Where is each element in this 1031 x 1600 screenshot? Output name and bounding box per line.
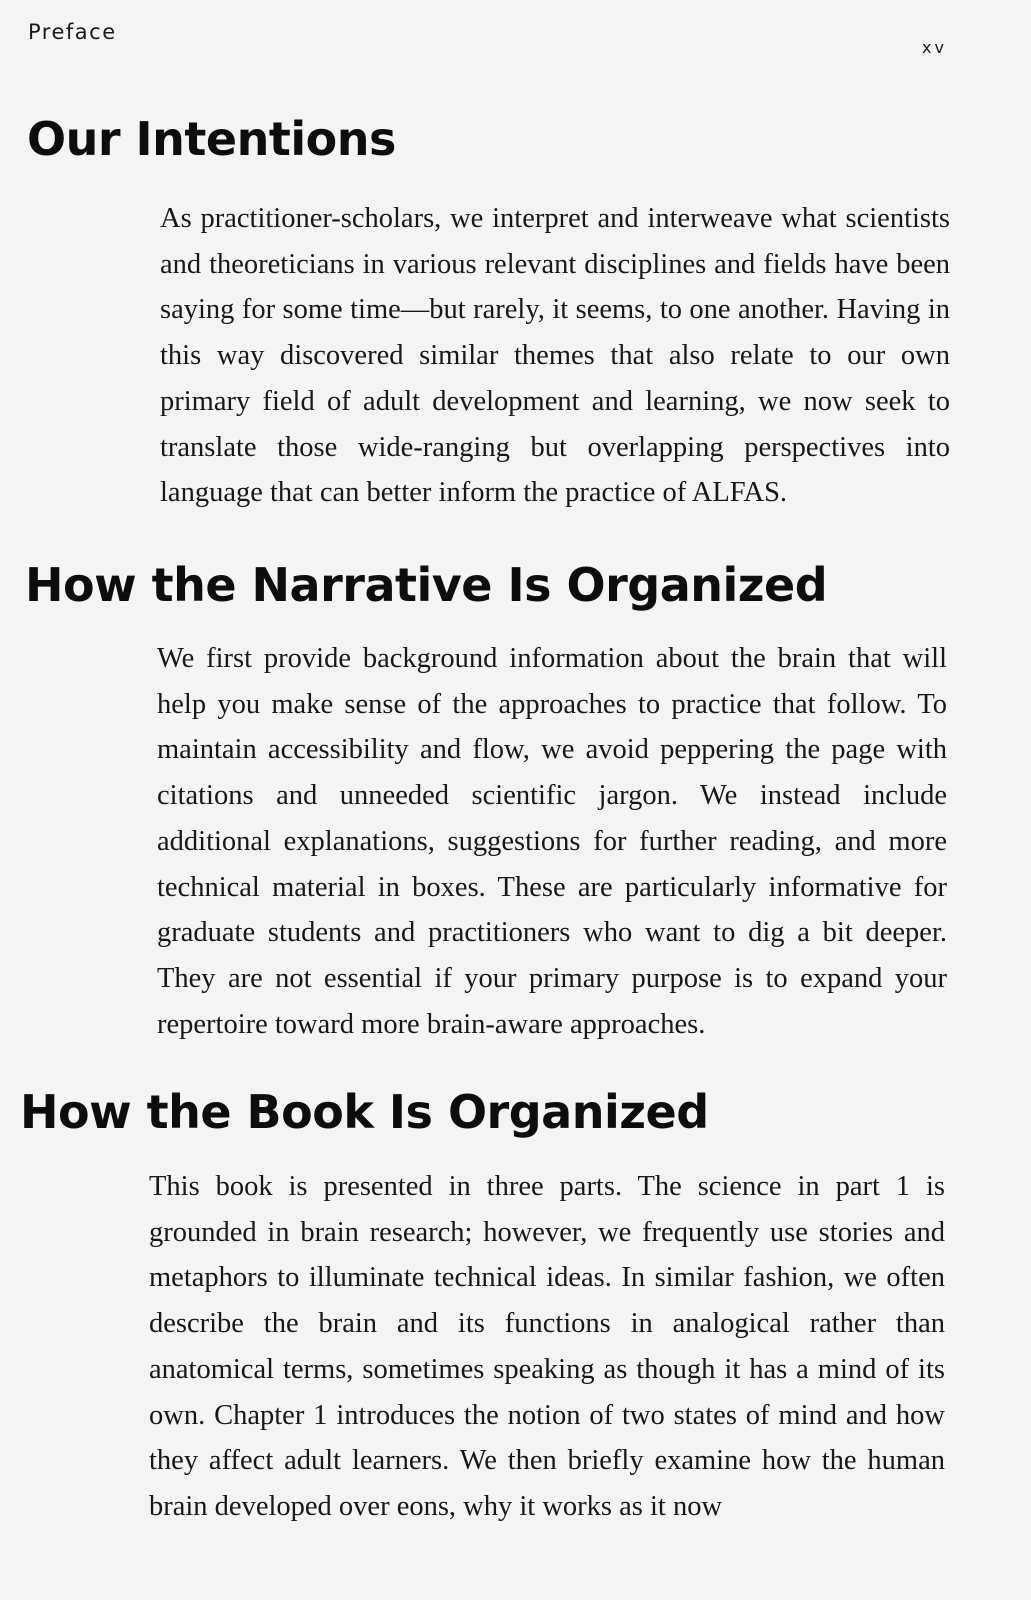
- section-body-book: This book is presented in three parts. The science in part 1 is grounded in brain research; however, we frequently use stories and metaphors to illuminate technical ideas. In similar fashion, we often describe the brain and its functions in analogical rather than anatomical terms, sometimes speaking as though it has a mind of its own. Chapter 1 introduces the notion of two states of mind and how they affect adult learners. We then briefly examine how the human brain developed over eons, why it works as it now: [149, 1171, 945, 1522]
- running-head: Preface: [28, 20, 117, 44]
- page-number: xv: [922, 38, 947, 57]
- section-body-narrative: We first provide background information about the brain that will help you make sense of the approaches to practice that follow. To maintain accessibility and flow, we avoid peppering the page with citations and unneeded scientific jargon. We instead include additional explanations, suggestions for further reading, and more technical material in boxes. These are particularly informative for graduate students and practitioners who want to dig a bit deeper. They are not essential if your primary purpose is to expand your repertoire toward more brain-aware approaches.: [157, 643, 947, 1040]
- section-body-intentions: As practitioner-scholars, we interpret and interweave what scientists and theoreticians in various relevant disciplines and fields have been saying for some time—but rarely, it seems, to one another. Having in this way discovered similar themes that also relate to our own primary field of adult development and learning, we now seek to translate those wide-ranging but overlapping perspectives into language that can better inform the practice of ALFAS.: [160, 203, 950, 509]
- section-heading-narrative: How the Narrative Is Organized: [25, 558, 828, 612]
- section-heading-book: How the Book Is Organized: [20, 1085, 709, 1139]
- section-heading-intentions: Our Intentions: [27, 112, 396, 166]
